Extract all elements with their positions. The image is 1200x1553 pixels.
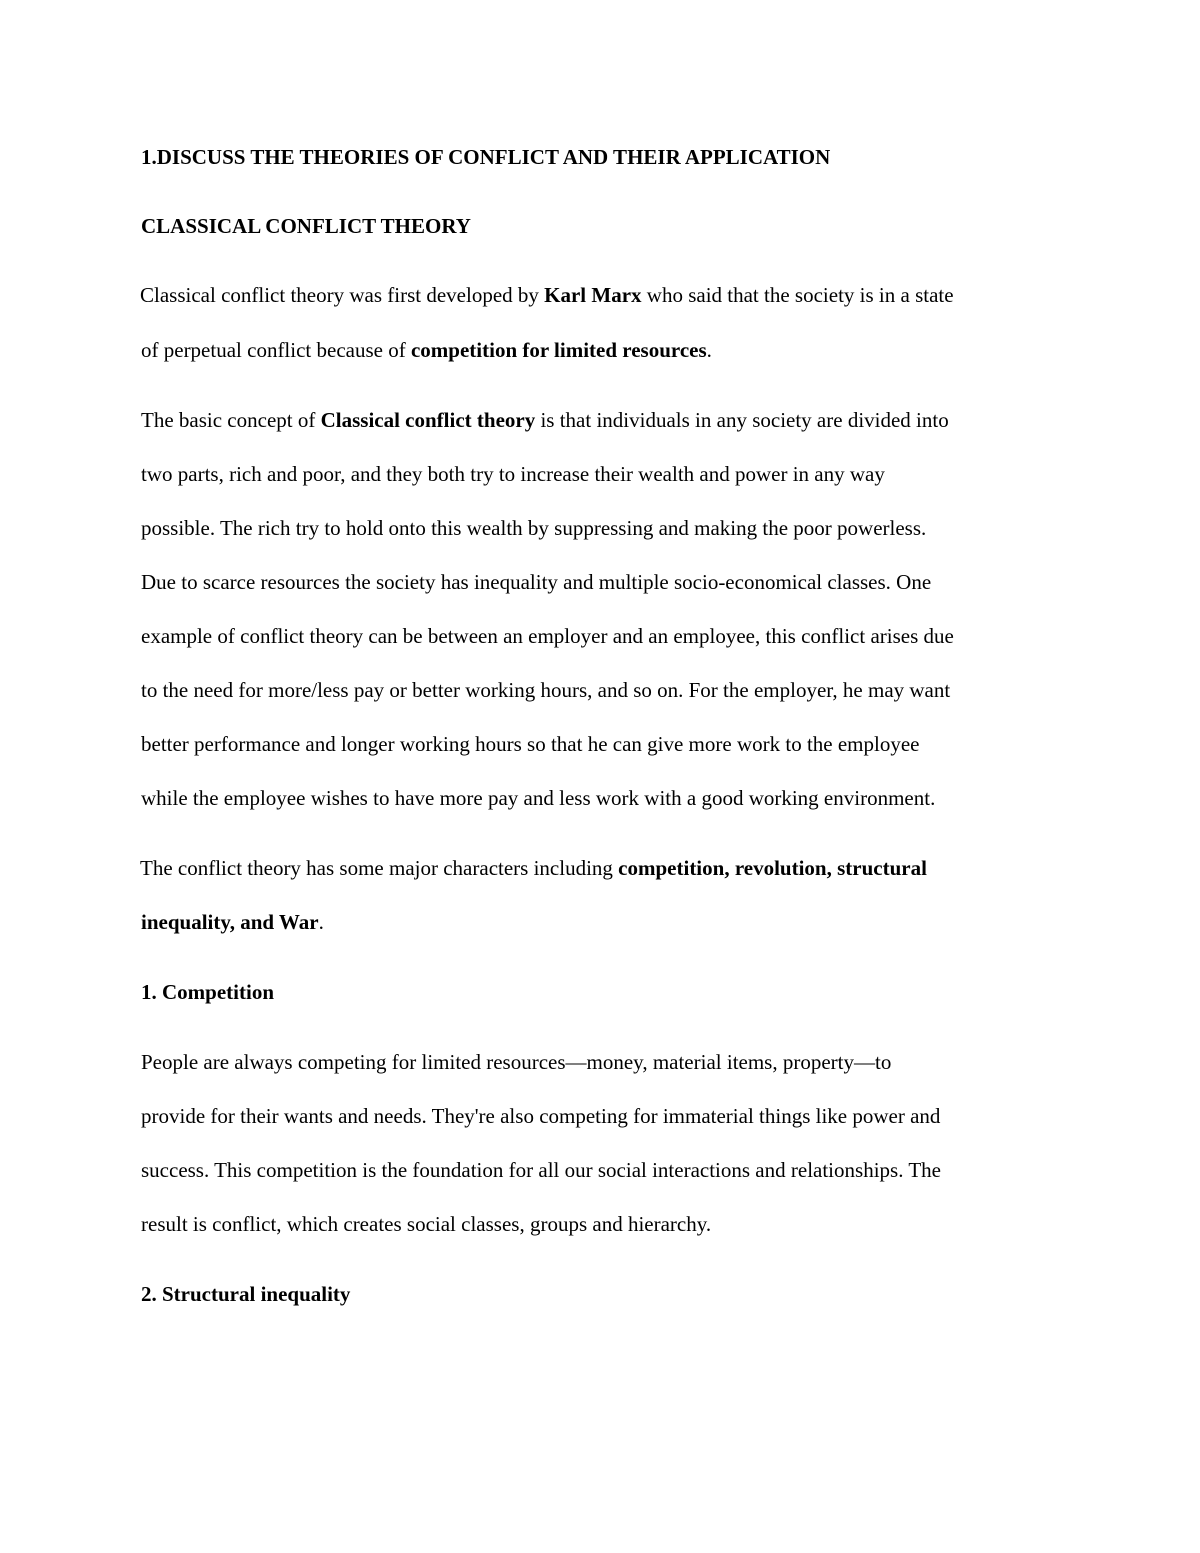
bold-text-run: competition for limited resources (410, 338, 707, 362)
section-heading: CLASSICAL CONFLICT THEORY (141, 214, 471, 238)
subheading-competition: 1. Competition (141, 980, 274, 1004)
text-run: The conflict theory has some major characters including (140, 856, 619, 880)
paragraph-line: success. This competition is the foundation for all our social interactions and relationships. The (141, 1158, 941, 1182)
paragraph-line: possible. The rich try to hold onto this wealth by suppressing and making the poor powerless. (141, 516, 927, 540)
text-run: The basic concept of (141, 408, 321, 432)
paragraph-line (141, 910, 324, 934)
bold-text-run: Karl Marx (544, 283, 642, 307)
text-run: who said that the society is in a state (641, 283, 954, 307)
paragraph-line: better performance and longer working hours so that he can give more work to the employee (141, 732, 920, 756)
paragraph-line: two parts, rich and poor, and they both try to increase their wealth and power in any way (141, 462, 885, 486)
paragraph-line: result is conflict, which creates social classes, groups and hierarchy. (141, 1212, 712, 1236)
text-run: . (318, 910, 324, 934)
text-run: is that individuals in any society are divided into (535, 408, 949, 432)
paragraph-line: example of conflict theory can be between an employer and an employee, this conflict arises due (141, 624, 954, 648)
paragraph-line (141, 408, 949, 432)
paragraph-line: Due to scarce resources the society has inequality and multiple socio-economical classes. One (141, 570, 932, 594)
paragraph-line: provide for their wants and needs. They're also competing for immaterial things like power and (141, 1104, 941, 1128)
paragraph-line: while the employee wishes to have more pay and less work with a good working environment. (141, 786, 936, 810)
paragraph-line (140, 283, 954, 307)
bold-text-run: inequality, and War (141, 910, 319, 934)
paragraph-line (140, 856, 927, 880)
document-title: 1.DISCUSS THE THEORIES OF CONFLICT AND THEIR APPLICATION (141, 145, 831, 169)
paragraph-line: People are always competing for limited resources—money, material items, property—to (141, 1050, 892, 1074)
bold-text-run: Classical conflict theory (320, 408, 536, 432)
paragraph-line: to the need for more/less pay or better working hours, and so on. For the employer, he may want (141, 678, 951, 702)
subheading-structural-inequality: 2. Structural inequality (141, 1282, 351, 1306)
bold-text-run: competition, revolution, structural (618, 856, 927, 880)
text-run: Classical conflict theory was first developed by (140, 283, 545, 307)
paragraph-line (141, 338, 712, 362)
text-run: of perpetual conflict because of (141, 338, 411, 362)
text-run: . (706, 338, 712, 362)
